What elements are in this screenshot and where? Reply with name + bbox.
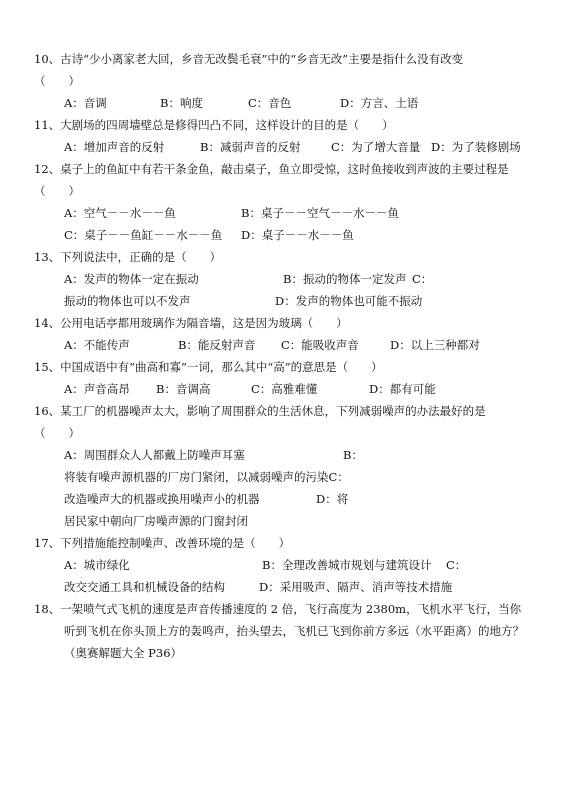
option-d-label: D：将 bbox=[316, 492, 349, 506]
question-18-source: （奥赛解题大全 P36） bbox=[64, 646, 183, 660]
question-11-text: 11、大剧场的四周墙壁总是修得凹凸不同，这样设计的目的是（ ） bbox=[34, 118, 394, 132]
question-10-stem bbox=[0, 48, 573, 70]
question-11-stem bbox=[0, 114, 573, 136]
question-17-stem bbox=[0, 532, 573, 554]
question-17-text: 17、下列措施能控制噪声、改善环境的是（ ） bbox=[34, 536, 291, 550]
option-b: B：音调高 bbox=[156, 382, 211, 396]
question-15-text: 15、中国成语中有“曲高和寡”一词，那么其中“高”的意思是（ ） bbox=[34, 360, 383, 374]
question-16-options-row1 bbox=[0, 444, 573, 466]
option-b: 将装有噪声源机器的厂房门紧闭，以减弱噪声的污染C： bbox=[64, 470, 349, 484]
option-b: B：响度 bbox=[160, 96, 203, 110]
question-12-options-row2 bbox=[0, 224, 573, 246]
question-16-options-row4 bbox=[0, 510, 573, 532]
question-14-stem bbox=[0, 312, 573, 334]
option-c-label: C： bbox=[446, 558, 467, 572]
option-c: C：桌子－－鱼缸－－水－－鱼 bbox=[64, 228, 223, 242]
question-16-stem bbox=[0, 400, 573, 422]
option-c: 改造噪声大的机器或换用噪声小的机器 bbox=[64, 492, 260, 506]
question-15-stem bbox=[0, 356, 573, 378]
question-16-options-row3 bbox=[0, 488, 573, 510]
option-b: B：全理改善城市规划与建筑设计 bbox=[262, 558, 432, 572]
option-d: D：方言、土语 bbox=[340, 96, 419, 110]
option-d: 居民家中朝向厂房噪声源的门窗封闭 bbox=[64, 514, 248, 528]
option-c: 振动的物体也可以不发声 bbox=[64, 294, 191, 308]
question-17-options-row2 bbox=[0, 576, 573, 598]
option-b: B：能反射声音 bbox=[178, 338, 256, 352]
question-14-text: 14、公用电话亭都用玻璃作为隔音墙，这是因为玻璃（ ） bbox=[34, 316, 348, 330]
option-c: C：能吸收声音 bbox=[281, 338, 359, 352]
question-13-options-row1 bbox=[0, 268, 573, 290]
question-13-text: 13、下列说法中，正确的是（ ） bbox=[34, 250, 222, 264]
option-d: D：发声的物体也可能不振动 bbox=[275, 294, 423, 308]
question-10-options bbox=[0, 92, 573, 114]
question-11-options bbox=[0, 136, 573, 158]
option-d: D：采用吸声、隔声、消声等技术措施 bbox=[259, 580, 453, 594]
question-14-options bbox=[0, 334, 573, 356]
option-b-label: B： bbox=[343, 448, 363, 462]
option-c: C：音色 bbox=[248, 96, 292, 110]
question-13-options-row2 bbox=[0, 290, 573, 312]
question-16-paren bbox=[0, 422, 573, 444]
option-a: A：音调 bbox=[64, 96, 107, 110]
question-10-paren bbox=[0, 70, 573, 92]
question-17-options-row1 bbox=[0, 554, 573, 576]
question-12-text: 12、桌子上的鱼缸中有若干条金鱼，敲击桌子，鱼立即受惊，这时鱼接收到声波的主要过程是 bbox=[34, 162, 509, 176]
option-a: A：空气－－水－－鱼 bbox=[64, 206, 176, 220]
option-a: A：发声的物体一定在振动 bbox=[64, 272, 199, 286]
option-d: D：桌子－－水－－鱼 bbox=[241, 228, 354, 242]
question-15-options bbox=[0, 378, 573, 400]
option-c-label: C： bbox=[412, 272, 433, 286]
option-b: B：减弱声音的反射 bbox=[200, 140, 301, 154]
question-18-line-2 bbox=[0, 620, 573, 642]
question-18-line-1 bbox=[0, 598, 573, 620]
question-13-stem bbox=[0, 246, 573, 268]
option-a: A：不能传声 bbox=[64, 338, 130, 352]
question-18-line-3 bbox=[0, 642, 573, 664]
option-b: B：桌子－－空气－－水－－鱼 bbox=[241, 206, 399, 220]
option-d: D：都有可能 bbox=[369, 382, 436, 396]
option-b: B：振动的物体一定发声 bbox=[283, 272, 407, 286]
question-12-options-row1 bbox=[0, 202, 573, 224]
option-c: 改交交通工具和机械设备的结构 bbox=[64, 580, 225, 594]
answer-paren: （ ） bbox=[34, 74, 80, 88]
answer-paren: （ ） bbox=[34, 184, 80, 198]
option-c: C：为了增大音量 bbox=[331, 140, 421, 154]
question-18-text-cont: 听到飞机在你头顶上方的轰鸣声，抬头望去，飞机已飞到你前方多远（水平距离）的地方？ bbox=[64, 624, 524, 638]
question-12-paren bbox=[0, 180, 573, 202]
question-12-stem bbox=[0, 158, 573, 180]
option-c: C：高雅难懂 bbox=[251, 382, 318, 396]
option-d: D：以上三种都对 bbox=[390, 338, 480, 352]
question-18-text: 18、一架喷气式飞机的速度是声音传播速度的 2 倍，飞行高度为 2380m，飞机水平飞行，当你 bbox=[34, 602, 522, 616]
option-d: D：为了装修剧场 bbox=[431, 140, 521, 154]
option-a: A：增加声音的反射 bbox=[64, 140, 165, 154]
option-a: A：周围群众人人都戴上防噪声耳塞 bbox=[64, 448, 245, 462]
question-16-text: 16、某工厂的机器噪声太大，影响了周围群众的生活休息，下列减弱噪声的办法最好的是 bbox=[34, 404, 486, 418]
question-10-text: 10、古诗“少小离家老大回，乡音无改鬓毛衰”中的“乡音无改”主要是指什么没有改变 bbox=[34, 52, 464, 66]
question-16-options-row2 bbox=[0, 466, 573, 488]
option-a: A：声音高昂 bbox=[64, 382, 130, 396]
answer-paren: （ ） bbox=[34, 426, 80, 440]
option-a: A：城市绿化 bbox=[64, 558, 130, 572]
